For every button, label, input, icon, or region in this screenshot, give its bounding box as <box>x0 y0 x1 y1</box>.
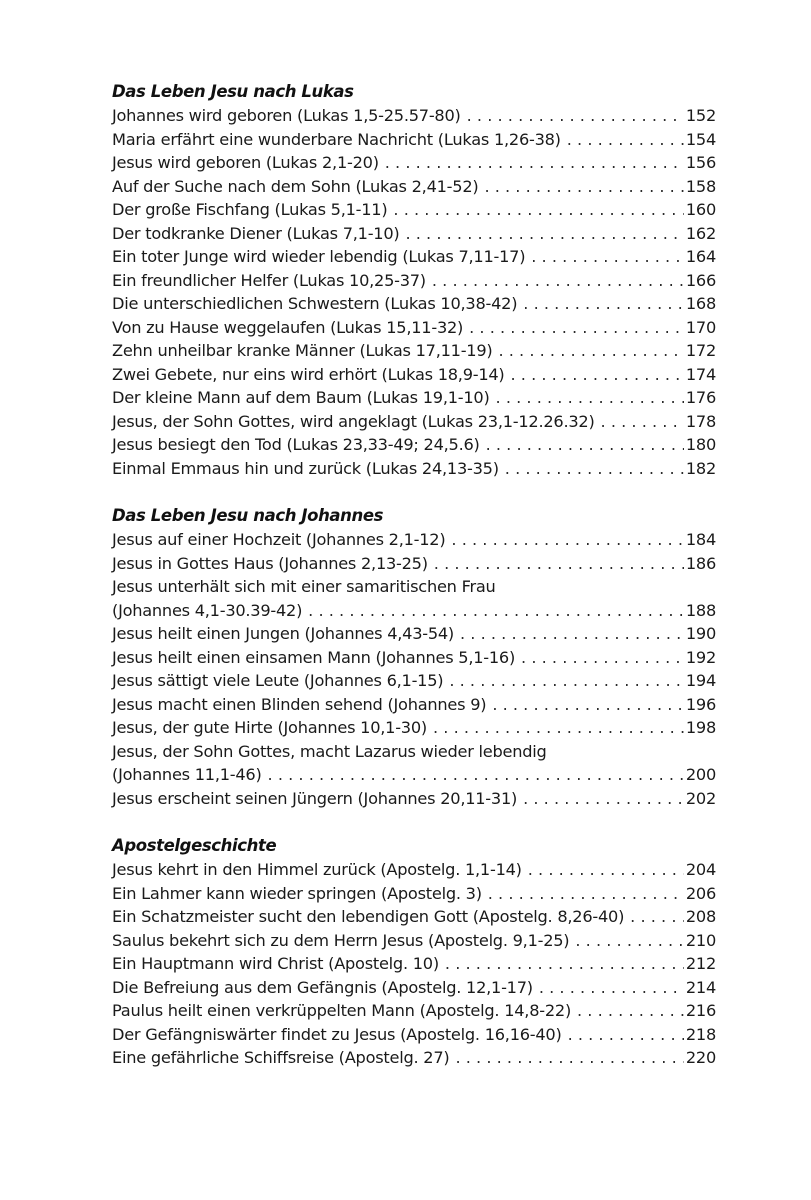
dot-leader <box>498 339 683 363</box>
entry-title: (Johannes 11,1-46) <box>112 765 262 784</box>
page-number: 202 <box>685 788 716 808</box>
page-number: 152 <box>685 106 716 125</box>
toc-entry <box>112 858 716 882</box>
dot-leader <box>451 528 683 552</box>
dot-leader <box>484 175 683 199</box>
dot-leader <box>567 128 684 152</box>
entry-row <box>112 104 716 128</box>
toc-entry <box>112 386 716 410</box>
page-number: 218 <box>685 1024 716 1044</box>
entry-title: Maria erfährt eine wunderbare Nachricht (Lukas 1,26-38) <box>112 129 561 149</box>
dot-leader <box>531 245 684 269</box>
entry-title: Paulus heilt einen verkrüppelten Mann (Apostelg. 14,8-22) <box>112 1001 572 1020</box>
entry-row <box>112 716 716 740</box>
dot-leader <box>496 386 684 410</box>
entry-title: Eine gefährliche Schiffsreise (Apostelg. 27) <box>112 1048 450 1067</box>
page-number: 190 <box>685 624 716 643</box>
entry-row <box>112 999 716 1023</box>
dot-leader <box>577 999 684 1023</box>
dot-leader <box>523 292 684 316</box>
entry-row <box>112 198 716 222</box>
dot-leader <box>385 151 684 175</box>
toc-entry <box>112 952 716 976</box>
dot-leader <box>488 882 684 906</box>
toc-entry <box>112 905 716 929</box>
entry-row <box>112 1046 716 1070</box>
entry-row <box>112 552 716 576</box>
dot-leader <box>467 104 684 128</box>
toc-entry <box>112 151 716 175</box>
table-of-contents <box>112 80 716 1070</box>
toc-entry <box>112 410 716 434</box>
toc-section <box>112 834 716 1070</box>
entry-row <box>112 386 716 410</box>
toc-entry <box>112 363 716 387</box>
entry-title: Jesus, der Sohn Gottes, wird angeklagt (Lukas 23,1-12.26.32) <box>112 411 595 431</box>
toc-entry <box>112 552 716 576</box>
entry-row <box>112 929 716 953</box>
page-number: 208 <box>685 907 716 926</box>
entry-row <box>112 316 716 340</box>
dot-leader <box>492 693 684 717</box>
page-number: 170 <box>685 317 716 337</box>
toc-entry <box>112 433 716 457</box>
dot-leader <box>434 552 684 576</box>
entry-row <box>112 622 716 646</box>
entry-title: Einmal Emmaus hin und zurück (Lukas 24,13-35) <box>112 458 499 478</box>
page-number: 188 <box>685 600 716 620</box>
entry-row <box>112 339 716 363</box>
entry-title: Von zu Hause weggelaufen (Lukas 15,11-32) <box>112 317 464 337</box>
dot-leader <box>575 929 683 953</box>
entry-title: Johannes wird geboren (Lukas 1,5-25.57-80) <box>112 106 461 125</box>
dot-leader <box>393 198 683 222</box>
page-number: 178 <box>685 411 716 431</box>
toc-entry <box>112 646 716 670</box>
dot-leader <box>268 763 684 787</box>
toc-sections <box>112 80 716 1070</box>
toc-entry <box>112 622 716 646</box>
page-number: 210 <box>685 930 716 950</box>
page-number: 192 <box>685 647 716 667</box>
entry-row <box>112 528 716 552</box>
entry-row <box>112 363 716 387</box>
dot-leader <box>521 646 684 670</box>
dot-leader <box>523 787 684 811</box>
toc-entry <box>112 1023 716 1047</box>
toc-entry <box>112 316 716 340</box>
entry-row <box>112 151 716 175</box>
page-number: 200 <box>685 765 716 784</box>
page-number: 204 <box>685 860 716 879</box>
toc-entry <box>112 175 716 199</box>
entry-row <box>112 599 716 623</box>
toc-entry <box>112 693 716 717</box>
entry-row <box>112 693 716 717</box>
entry-row <box>112 669 716 693</box>
dot-leader <box>511 363 684 387</box>
entry-row <box>112 457 716 481</box>
dot-leader <box>528 858 684 882</box>
entry-title: Der Gefängniswärter findet zu Jesus (Apostelg. 16,16-40) <box>112 1024 562 1044</box>
entry-title: Der todkranke Diener (Lukas 7,1-10) <box>112 223 400 243</box>
page-number: 216 <box>685 1001 716 1020</box>
dot-leader <box>630 905 684 929</box>
entry-title-first-line: Jesus unterhält sich mit einer samaritischen Frau <box>112 577 496 596</box>
entry-title: Ein Hauptmann wird Christ (Apostelg. 10) <box>112 954 439 973</box>
entry-title: Ein Schatzmeister sucht den lebendigen Gott (Apostelg. 8,26-40) <box>112 907 625 926</box>
page-number: 206 <box>685 883 716 903</box>
entry-row <box>112 128 716 152</box>
entry-row <box>112 222 716 246</box>
page-number: 182 <box>685 458 716 478</box>
toc-entry <box>112 787 716 811</box>
toc-entry <box>112 128 716 152</box>
toc-section <box>112 80 716 480</box>
entry-title: Auf der Suche nach dem Sohn (Lukas 2,41-52) <box>112 176 479 196</box>
page-number: 176 <box>685 388 716 407</box>
page-number: 184 <box>685 530 716 549</box>
toc-entry <box>112 1046 716 1070</box>
page-number: 158 <box>685 176 716 196</box>
entry-title: Jesus auf einer Hochzeit (Johannes 2,1-12) <box>112 530 446 549</box>
dot-leader <box>445 952 684 976</box>
toc-entry <box>112 929 716 953</box>
entry-title: Jesus erscheint seinen Jüngern (Johannes 20,11-31) <box>112 788 518 808</box>
toc-entry <box>112 457 716 481</box>
dot-leader <box>486 433 684 457</box>
entry-title: Zwei Gebete, nur eins wird erhört (Lukas 18,9-14) <box>112 364 505 384</box>
page-number: 174 <box>685 364 716 384</box>
entry-row <box>112 646 716 670</box>
entry-title: Die unterschiedlichen Schwestern (Lukas 10,38-42) <box>112 294 518 313</box>
entry-row <box>112 952 716 976</box>
entry-row <box>112 433 716 457</box>
entry-title: Jesus wird geboren (Lukas 2,1-20) <box>112 153 379 172</box>
page-number: 186 <box>685 553 716 573</box>
toc-entry <box>112 198 716 222</box>
page-number: 154 <box>685 129 716 149</box>
entry-title: Jesus sättigt viele Leute (Johannes 6,1-15) <box>112 671 444 690</box>
section-heading: Apostelgeschichte <box>112 836 277 855</box>
entry-title: Jesus in Gottes Haus (Johannes 2,13-25) <box>112 553 428 573</box>
toc-entry <box>112 269 716 293</box>
toc-entry <box>112 104 716 128</box>
entry-row <box>112 976 716 1000</box>
entry-row <box>112 269 716 293</box>
entry-title: Der kleine Mann auf dem Baum (Lukas 19,1-10) <box>112 388 490 407</box>
page-number: 220 <box>685 1048 716 1067</box>
toc-entry <box>112 575 716 622</box>
page-number: 160 <box>685 200 716 219</box>
toc-section <box>112 504 716 810</box>
page-number: 212 <box>685 954 716 973</box>
entry-row <box>112 882 716 906</box>
toc-entry <box>112 528 716 552</box>
toc-entry <box>112 669 716 693</box>
page-number: 214 <box>685 977 716 997</box>
dot-leader <box>308 599 684 623</box>
entry-title: Ein freundlicher Helfer (Lukas 10,25-37) <box>112 270 426 290</box>
dot-leader <box>505 457 684 481</box>
page-number: 198 <box>685 718 716 737</box>
entry-row <box>112 410 716 434</box>
page-number: 194 <box>685 671 716 690</box>
toc-entry <box>112 882 716 906</box>
entry-row <box>112 245 716 269</box>
page-number: 180 <box>685 435 716 454</box>
section-heading: Das Leben Jesu nach Lukas <box>112 82 354 101</box>
entry-row <box>112 905 716 929</box>
entry-row <box>112 292 716 316</box>
dot-leader <box>460 622 684 646</box>
entry-row <box>112 787 716 811</box>
toc-entry <box>112 716 716 740</box>
entry-row <box>112 858 716 882</box>
toc-entry <box>112 999 716 1023</box>
entry-title: Jesus kehrt in den Himmel zurück (Apostelg. 1,1-14) <box>112 860 522 879</box>
entry-row <box>112 175 716 199</box>
page-number: 166 <box>685 270 716 290</box>
entry-title: (Johannes 4,1-30.39-42) <box>112 600 303 620</box>
dot-leader <box>432 269 684 293</box>
entry-title: Jesus besiegt den Tod (Lukas 23,33-49; 24,5.6) <box>112 435 480 454</box>
toc-entry <box>112 976 716 1000</box>
page-number: 172 <box>685 341 716 360</box>
entry-title: Ein Lahmer kann wieder springen (Apostelg. 3) <box>112 883 482 903</box>
toc-entry <box>112 339 716 363</box>
entry-title: Jesus, der gute Hirte (Johannes 10,1-30) <box>112 718 427 737</box>
dot-leader <box>455 1046 683 1070</box>
toc-entry <box>112 740 716 787</box>
section-heading: Das Leben Jesu nach Johannes <box>112 506 384 525</box>
dot-leader <box>405 222 683 246</box>
entry-title: Saulus bekehrt sich zu dem Herrn Jesus (Apostelg. 9,1-25) <box>112 930 570 950</box>
dot-leader <box>449 669 684 693</box>
entry-title: Die Befreiung aus dem Gefängnis (Apostelg. 12,1-17) <box>112 977 533 997</box>
dot-leader <box>568 1023 684 1047</box>
entry-title: Der große Fischfang (Lukas 5,1-11) <box>112 200 388 219</box>
page-number: 168 <box>685 294 716 313</box>
dot-leader <box>601 410 684 434</box>
toc-entry <box>112 245 716 269</box>
entry-row <box>112 763 716 787</box>
page-number: 196 <box>685 694 716 714</box>
dot-leader <box>539 976 684 1000</box>
dot-leader <box>469 316 684 340</box>
entry-row <box>112 1023 716 1047</box>
page-number: 164 <box>685 247 716 266</box>
entry-title: Jesus heilt einen Jungen (Johannes 4,43-54) <box>112 624 454 643</box>
toc-entry <box>112 292 716 316</box>
entry-title: Jesus heilt einen einsamen Mann (Johannes 5,1-16) <box>112 647 516 667</box>
entry-title-first-line: Jesus, der Sohn Gottes, macht Lazarus wieder lebendig <box>112 741 547 761</box>
toc-entry <box>112 222 716 246</box>
entry-title: Zehn unheilbar kranke Männer (Lukas 17,11-19) <box>112 341 493 360</box>
entry-title: Jesus macht einen Blinden sehend (Johannes 9) <box>112 694 487 714</box>
entry-title: Ein toter Junge wird wieder lebendig (Lukas 7,11-17) <box>112 247 526 266</box>
page-number: 156 <box>685 153 716 172</box>
page-number: 162 <box>685 223 716 243</box>
dot-leader <box>433 716 684 740</box>
